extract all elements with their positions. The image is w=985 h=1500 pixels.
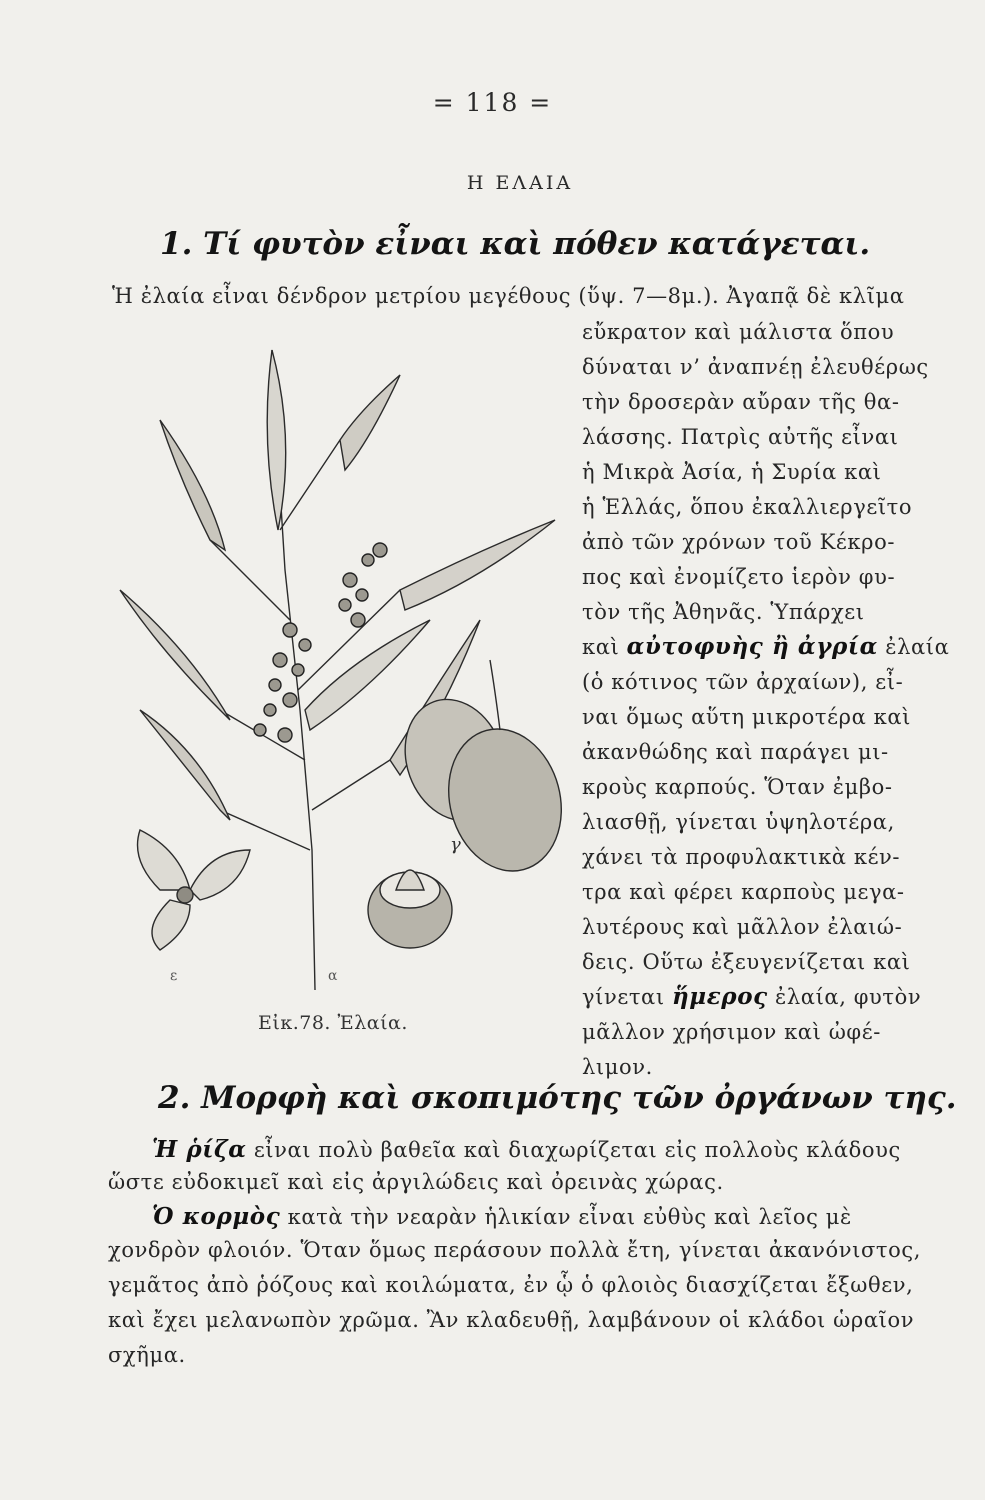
chapter-title: Η ΕΛΑΙΑ — [466, 172, 574, 194]
text-line: λάσσης. Πατρὶς αὐτῆς εἶναι — [582, 425, 899, 449]
text-kai: καὶ — [582, 635, 620, 659]
text-line: (ὁ κότινος τῶν ἀρχαίων), εἶ- — [582, 670, 904, 694]
text-line: δύναται ν’ ἀναπνέῃ ἐλευθέρως — [582, 355, 929, 379]
figure-label-epsilon: ε — [170, 968, 178, 984]
text-line-wild-olive — [582, 633, 949, 660]
text-line: λυτέρους καὶ μᾶλλον ἐλαιώ- — [582, 915, 903, 939]
figure-label-alpha: α — [328, 968, 338, 984]
text-tame-rest: ἐλαία, φυτὸν — [775, 985, 922, 1009]
text-line: ἀπὸ τῶν χρόνων τοῦ Κέκρο- — [582, 530, 896, 554]
olive-branch-illustration — [100, 290, 570, 990]
text-line: τρα καὶ φέρει καρποὺς μεγα- — [582, 880, 905, 904]
text-line: μᾶλλον χρήσιμον καὶ ὠφέ- — [582, 1020, 881, 1044]
page-number: = 118 = — [432, 88, 553, 117]
section-1-first-line: Ἡ ἐλαία εἶναι δένδρον μετρίου μεγέθους (ὕψ. 7—8μ.). Ἀγαπᾷ δὲ κλῖμα — [112, 284, 905, 308]
root-text: εἶναι πολὺ βαθεῖα καὶ διαχωρίζεται εἰς πολλοὺς κλάδους — [253, 1138, 901, 1162]
text-line: τὴν δροσερὰν αὔραν τῆς θα- — [582, 390, 900, 414]
term-trunk: Ὁ κορμὸς — [152, 1203, 281, 1230]
text-line: λιμον. — [582, 1055, 653, 1079]
section-1-heading: 1. Τί φυτὸν εἶναι καὶ πόθεν κατάγεται. — [160, 226, 871, 262]
root-paragraph-line-2: ὥστε εὐδοκιμεῖ καὶ εἰς ἀργιλώδεις καὶ ὀρεινὰς χώρας. — [108, 1170, 724, 1194]
text-line: τὸν τῆς Ἀθηνᾶς. Ὑπάρχει — [582, 600, 865, 624]
text-elaia: ἐλαία — [885, 635, 950, 659]
text-line: σχῆμα. — [108, 1343, 186, 1367]
trunk-paragraph-line-1 — [152, 1203, 852, 1230]
text-ginetai: γίνεται — [582, 985, 665, 1009]
trunk-text: κατὰ τὴν νεαρὰν ἡλικίαν εἶναι εὐθὺς καὶ λεῖος μὲ — [287, 1205, 852, 1229]
root-paragraph-line-1 — [152, 1136, 901, 1163]
text-line: πος καὶ ἐνομίζετο ἱερὸν φυ- — [582, 565, 896, 589]
text-line: ἀκανθώδης καὶ παράγει μι- — [582, 740, 889, 764]
text-line: γεμᾶτος ἀπὸ ῥόζους καὶ κοιλώματα, ἐν ᾧ ὁ φλοιὸς διασχίζεται ἔξωθεν, — [108, 1273, 914, 1297]
section-2-heading: 2. Μορφὴ καὶ σκοπιμότης τῶν ὀργάνων της. — [158, 1080, 957, 1116]
text-line: κροὺς καρπούς. Ὅταν ἐμβο- — [582, 775, 893, 799]
term-tame-olive: ἥμερος — [671, 983, 768, 1010]
text-line: δεις. Οὕτω ἐξευγενίζεται καὶ — [582, 950, 911, 974]
figure-label-gamma: γ — [450, 834, 461, 855]
text-line: λιασθῇ, γίνεται ὑψηλοτέρα, — [582, 810, 895, 834]
text-line: εὔκρατον καὶ μάλιστα ὅπου — [582, 320, 895, 344]
text-line: ἡ Μικρὰ Ἀσία, ἡ Συρία καὶ — [582, 460, 882, 484]
term-root: Ἡ ῥίζα — [152, 1136, 247, 1163]
figure-caption: Εἰκ.78. Ἐλαία. — [258, 1012, 408, 1034]
text-line: καὶ ἔχει μελανωπὸν χρῶμα. Ἂν κλαδευθῇ, λαμβάνουν οἱ κλάδοι ὡραῖον — [108, 1308, 915, 1332]
text-line-tame-olive — [582, 983, 921, 1010]
text-line: χονδρὸν φλοιόν. Ὅταν ὅμως περάσουν πολλὰ ἔτη, γίνεται ἀκανόνιστος, — [108, 1238, 921, 1262]
text-line: ἡ Ἑλλάς, ὅπου ἐκαλλιεργεῖτο — [582, 495, 913, 519]
term-wild-olive: αὐτοφυὴς ἢ ἀγρία — [626, 633, 878, 660]
text-line: χάνει τὰ προφυλακτικὰ κέν- — [582, 845, 901, 869]
text-line: ναι ὅμως αὕτη μικροτέρα καὶ — [582, 705, 911, 729]
